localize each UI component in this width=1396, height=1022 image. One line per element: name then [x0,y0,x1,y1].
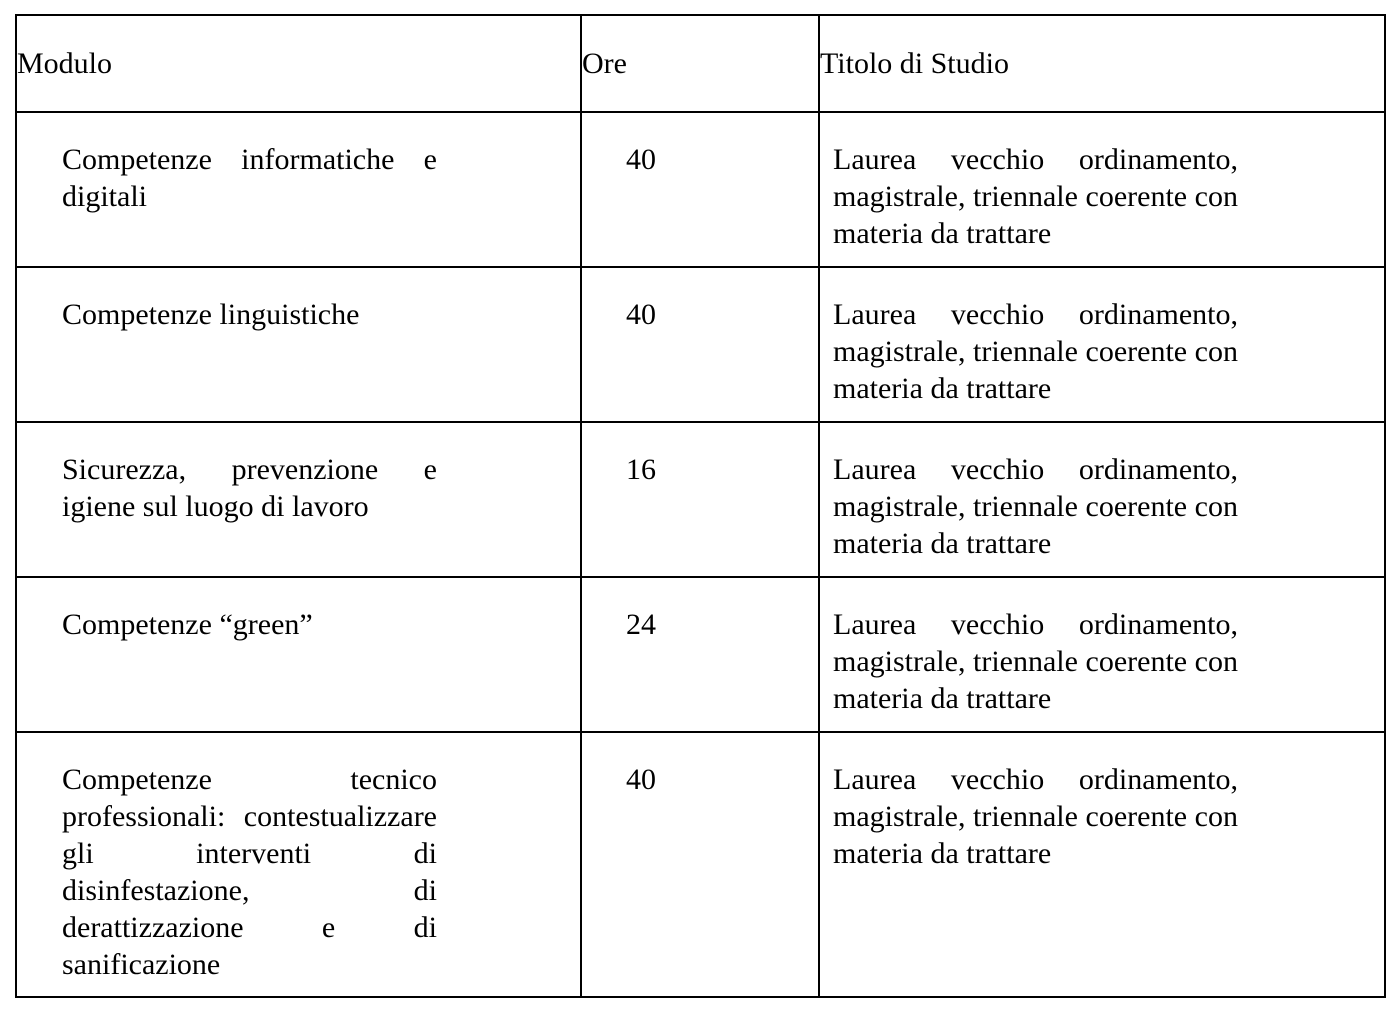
ore-cell [581,112,819,267]
ore-text: 24 [626,608,656,641]
titolo-cell [819,112,1385,267]
ore-text: 16 [626,453,656,486]
ore-cell [581,732,819,997]
table-row [16,577,1385,732]
modulo-text: Sicurezza, prevenzione e igiene sul luogo di lavoro [62,453,437,523]
titolo-cell [819,422,1385,577]
titolo-text: Laurea vecchio ordinamento, magistrale, triennale coerente con materia da trattare [833,453,1238,560]
ore-cell [581,422,819,577]
ore-text: 40 [626,763,656,796]
ore-cell [581,577,819,732]
modules-table [15,14,1386,998]
modulo-cell [16,732,581,997]
titolo-text: Laurea vecchio ordinamento, magistrale, triennale coerente con materia da trattare [833,763,1238,870]
modulo-text: Competenze linguistiche [62,298,360,331]
table-row [16,732,1385,997]
table-row [16,422,1385,577]
ore-cell [581,267,819,422]
table-header-row [16,15,1385,112]
titolo-cell [819,577,1385,732]
header-modulo: Modulo [16,15,581,112]
titolo-cell [819,732,1385,997]
modulo-text: Competenze informatiche e digitali [62,143,437,213]
modulo-cell [16,577,581,732]
titolo-text: Laurea vecchio ordinamento, magistrale, triennale coerente con materia da trattare [833,608,1238,715]
modulo-text: Competenze “green” [62,608,313,641]
modulo-cell [16,112,581,267]
titolo-cell [819,267,1385,422]
titolo-text: Laurea vecchio ordinamento, magistrale, triennale coerente con materia da trattare [833,143,1238,250]
modulo-cell [16,267,581,422]
table-row [16,112,1385,267]
ore-text: 40 [626,298,656,331]
modulo-cell [16,422,581,577]
titolo-text: Laurea vecchio ordinamento, magistrale, triennale coerente con materia da trattare [833,298,1238,405]
table-row [16,267,1385,422]
modulo-text: Competenze tecnico professionali: contestualizzare gli interventi di disinfestazione, di derattizzazione e di sanificazione [62,763,437,981]
ore-text: 40 [626,143,656,176]
header-titolo-di-studio: Titolo di Studio [819,15,1385,112]
header-ore: Ore [581,15,819,112]
